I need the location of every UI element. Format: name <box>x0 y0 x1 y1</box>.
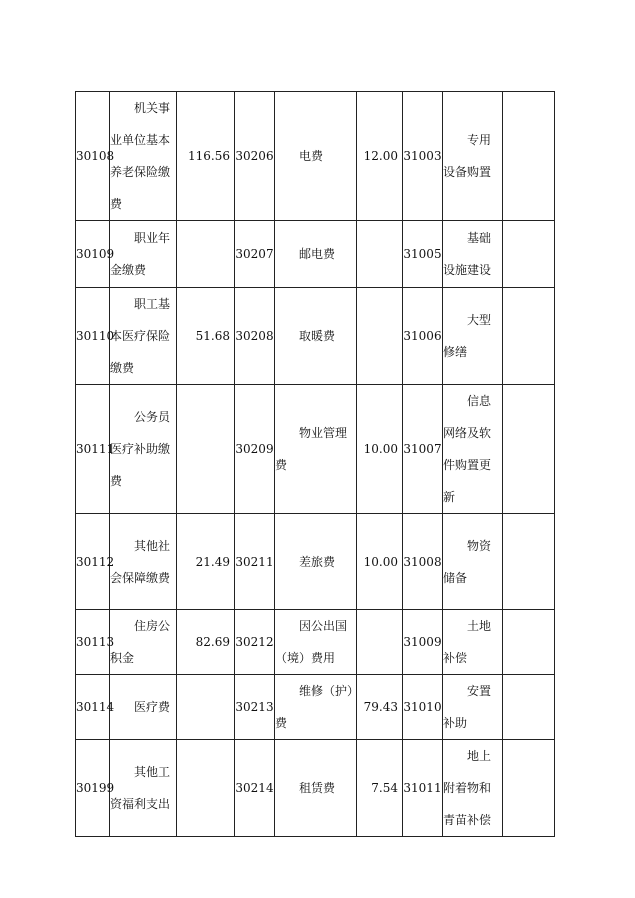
amount-cell <box>503 740 555 837</box>
account-code-cell <box>76 288 115 385</box>
amount-cell <box>357 221 403 288</box>
amount-cell <box>177 610 235 675</box>
account-name-cell <box>275 675 357 740</box>
account-name: 其他社会保障缴费 <box>110 538 171 585</box>
table-row <box>76 92 555 221</box>
account-name-cell <box>443 221 503 288</box>
amount-cell <box>357 610 403 675</box>
account-name: 物业管理费 <box>275 426 348 472</box>
account-code-cell <box>235 288 275 385</box>
account-code: 30211 <box>235 554 274 569</box>
account-code-cell <box>403 92 443 221</box>
account-code-cell <box>403 514 443 610</box>
account-name: 住房公积金 <box>110 619 171 665</box>
account-code-cell <box>403 740 443 837</box>
amount: 79.43 <box>363 700 398 714</box>
account-name-cell <box>110 385 177 514</box>
account-code-cell <box>235 221 275 288</box>
account-name: 专用设备购置 <box>443 133 492 179</box>
account-name: 因公出国（境）费用 <box>275 619 348 665</box>
account-name-cell <box>275 610 357 675</box>
account-code: 30207 <box>235 247 274 261</box>
account-code: 30112 <box>76 554 115 569</box>
table-body <box>76 92 555 837</box>
account-code-cell <box>76 92 115 221</box>
account-name-cell <box>443 92 503 221</box>
account-code-cell <box>403 385 443 514</box>
table-row <box>76 675 555 740</box>
amount-cell <box>357 514 403 610</box>
account-name: 机关事业单位基本养老保险缴费 <box>110 101 171 211</box>
account-code: 30214 <box>235 781 274 795</box>
account-name-cell <box>443 610 503 675</box>
account-code: 30110 <box>76 329 115 343</box>
table-row <box>76 740 555 837</box>
table-row <box>76 221 555 288</box>
account-code: 30111 <box>76 442 115 456</box>
account-name-cell <box>275 92 357 221</box>
account-code: 31003 <box>403 149 442 163</box>
account-name: 电费 <box>299 149 324 163</box>
account-name-cell <box>443 740 503 837</box>
account-name-cell <box>110 92 177 221</box>
account-name-cell <box>443 675 503 740</box>
account-name-cell <box>110 740 177 837</box>
amount-cell <box>177 675 235 740</box>
account-code: 31006 <box>403 329 442 343</box>
account-name-cell <box>275 385 357 514</box>
account-code-cell <box>403 610 443 675</box>
amount-cell <box>503 610 555 675</box>
table-row <box>76 610 555 675</box>
amount-cell <box>177 740 235 837</box>
budget-table <box>75 91 555 837</box>
account-name-cell <box>275 288 357 385</box>
account-name: 安置补助 <box>443 684 492 730</box>
account-code: 30109 <box>76 247 115 261</box>
account-name: 其他工资福利支出 <box>110 765 171 811</box>
account-name: 医疗费 <box>134 700 171 714</box>
account-name: 土地补偿 <box>443 619 492 665</box>
account-name: 职业年金缴费 <box>110 231 171 277</box>
account-code: 30213 <box>235 700 274 714</box>
account-name-cell <box>110 221 177 288</box>
amount: 21.49 <box>195 554 230 569</box>
account-code: 30212 <box>235 635 274 649</box>
amount-cell <box>357 740 403 837</box>
account-name: 公务员医疗补助缴费 <box>110 410 171 488</box>
account-code: 31008 <box>403 554 442 569</box>
account-name: 维修（护）费 <box>275 684 354 730</box>
account-name: 取暖费 <box>299 329 336 343</box>
table-row <box>76 385 555 514</box>
account-code-cell <box>235 385 275 514</box>
account-code-cell <box>76 514 115 610</box>
account-code: 30114 <box>76 700 115 714</box>
account-name: 基础设施建设 <box>443 231 492 277</box>
amount: 10.00 <box>363 554 398 569</box>
account-name: 差旅费 <box>299 554 336 569</box>
account-code-cell <box>235 610 275 675</box>
account-code-cell <box>76 675 115 740</box>
account-code-cell <box>76 610 115 675</box>
amount-cell <box>177 385 235 514</box>
amount-cell <box>357 288 403 385</box>
account-code: 31007 <box>403 442 442 456</box>
account-name: 地上附着物和青苗补偿 <box>443 749 492 827</box>
amount-cell <box>503 514 555 610</box>
amount-cell <box>503 221 555 288</box>
table-row <box>76 514 555 610</box>
account-name-cell <box>443 288 503 385</box>
amount: 51.68 <box>195 329 230 343</box>
account-code: 30108 <box>76 149 115 163</box>
amount-cell <box>177 221 235 288</box>
account-code-cell <box>76 740 115 837</box>
account-name: 信息网络及软件购置更新 <box>443 394 492 504</box>
account-code-cell <box>76 385 115 514</box>
amount-cell <box>503 92 555 221</box>
amount: 116.56 <box>188 149 230 163</box>
amount-cell <box>357 385 403 514</box>
amount-cell <box>357 92 403 221</box>
table-row <box>76 288 555 385</box>
amount-cell <box>177 288 235 385</box>
account-code-cell <box>403 221 443 288</box>
amount: 7.54 <box>371 781 398 795</box>
amount-cell <box>177 514 235 610</box>
account-name-cell <box>110 288 177 385</box>
account-code-cell <box>76 221 115 288</box>
account-name-cell <box>275 514 357 610</box>
account-name: 邮电费 <box>299 247 336 261</box>
amount: 10.00 <box>363 442 398 456</box>
account-code: 31010 <box>403 700 442 714</box>
account-code: 31009 <box>403 635 442 649</box>
account-name-cell <box>275 740 357 837</box>
account-name-cell <box>110 675 177 740</box>
amount-cell <box>503 385 555 514</box>
account-code: 30199 <box>76 781 115 795</box>
account-code: 30209 <box>235 442 274 456</box>
account-name: 物资储备 <box>443 538 492 585</box>
account-code-cell <box>403 288 443 385</box>
account-code: 31011 <box>403 781 442 795</box>
account-name: 大型修缮 <box>443 313 492 359</box>
amount-cell <box>357 675 403 740</box>
account-code-cell <box>403 675 443 740</box>
account-code-cell <box>235 92 275 221</box>
amount-cell <box>177 92 235 221</box>
account-code-cell <box>235 675 275 740</box>
account-name-cell <box>443 385 503 514</box>
account-name-cell <box>275 221 357 288</box>
account-code: 30208 <box>235 329 274 343</box>
amount-cell <box>503 288 555 385</box>
amount-cell <box>503 675 555 740</box>
account-code-cell <box>235 740 275 837</box>
amount: 12.00 <box>363 149 398 163</box>
account-code-cell <box>235 514 275 610</box>
account-name-cell <box>110 514 177 610</box>
account-code: 31005 <box>403 247 442 261</box>
account-code: 30206 <box>235 149 274 163</box>
account-code: 30113 <box>76 635 115 649</box>
account-name: 租赁费 <box>299 781 336 795</box>
amount: 82.69 <box>195 635 230 649</box>
account-name: 职工基本医疗保险缴费 <box>110 297 171 375</box>
account-name-cell <box>110 610 177 675</box>
account-name-cell <box>443 514 503 610</box>
